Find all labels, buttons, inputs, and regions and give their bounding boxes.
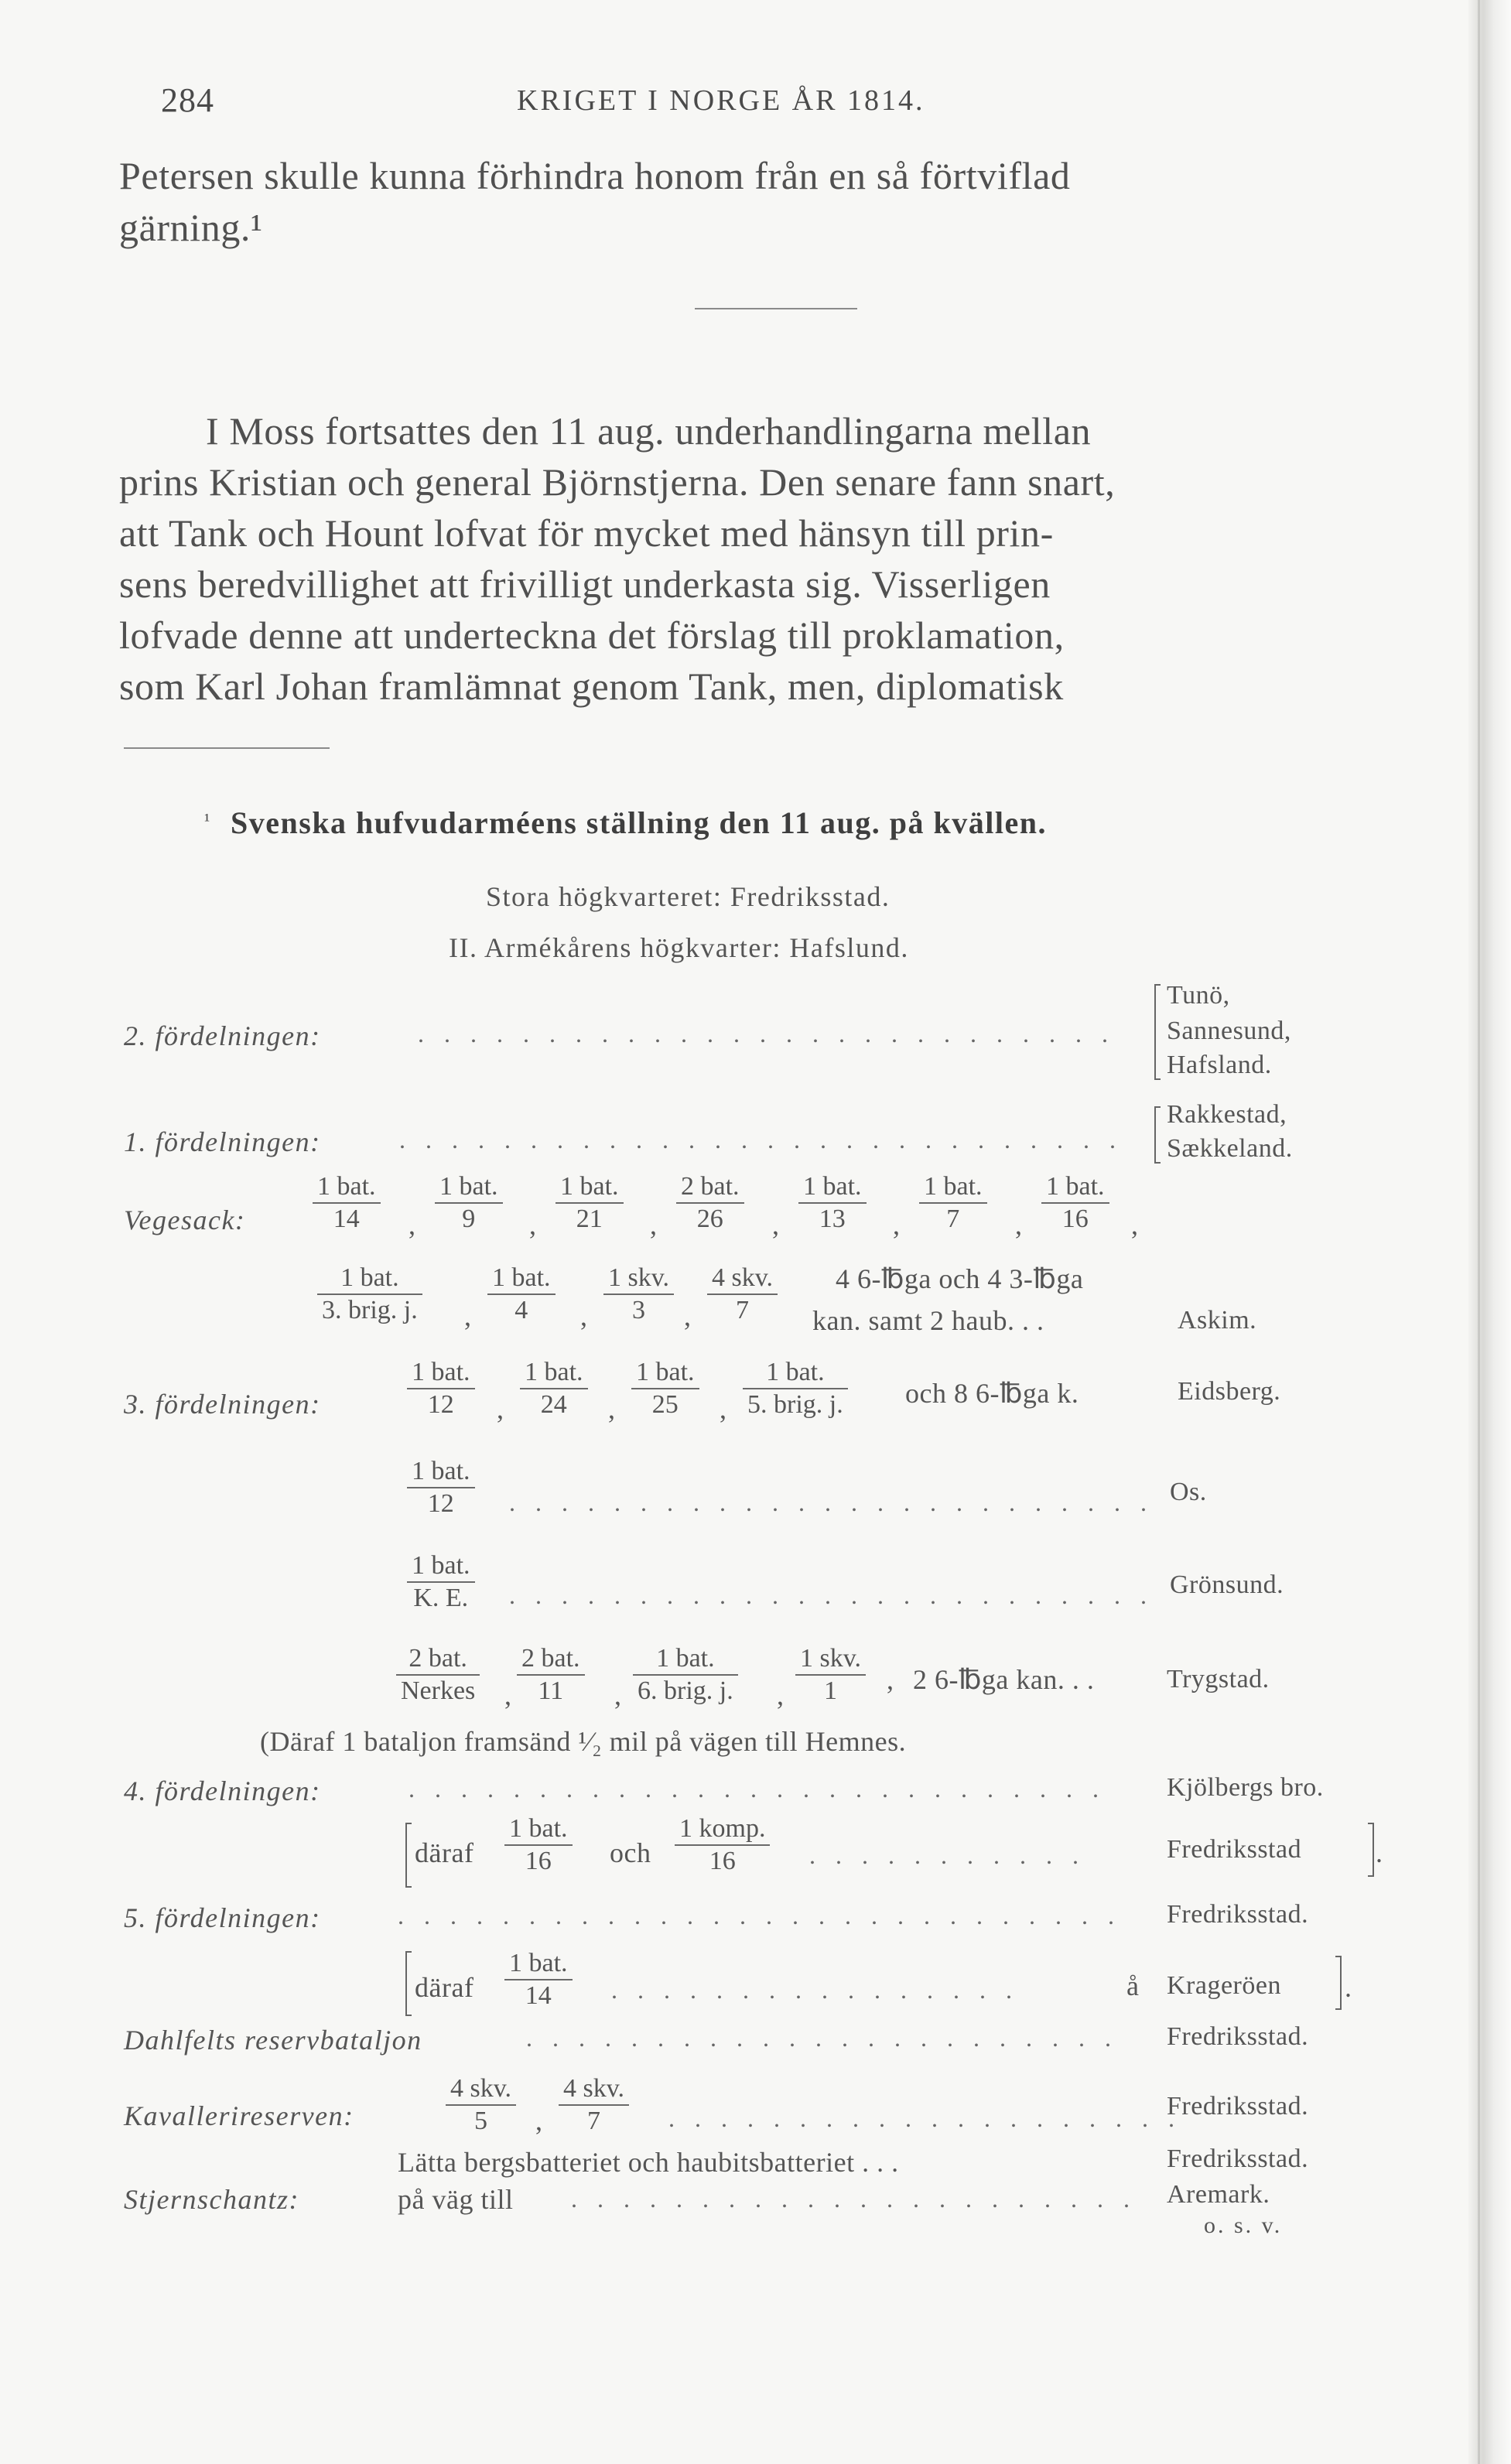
footnote-rule — [124, 747, 330, 749]
place: Askim. — [1178, 1306, 1257, 1335]
unit-fraction: 1 bat. 14 — [504, 1948, 573, 2011]
separator: , — [772, 1209, 780, 1240]
preposition: å — [1126, 1970, 1140, 2001]
unit-fraction: 2 bat. Nerkes — [396, 1643, 480, 1707]
leader-dots: . . . . . . . . . . . . . . . . . . . . — [668, 2104, 1181, 2132]
punctuation: . — [1345, 1972, 1352, 2003]
artillery-note: kan. samt 2 haub. . . — [812, 1305, 1044, 1336]
footnote-marker: ¹ — [204, 811, 210, 831]
separator: , — [608, 1393, 616, 1424]
unit-fraction: 1 bat. 4 — [487, 1263, 556, 1326]
dahlfelt-label: Dahlfelts reservbataljon — [124, 2025, 422, 2056]
place: Tunö, — [1167, 981, 1230, 1010]
leader-dots: . . . . . . . . . . . . . . . . . . . . . . . . . — [509, 1581, 1154, 1609]
unit-fraction: 1 bat. 5. brig. j. — [743, 1357, 848, 1420]
body-line: prins Kristian och general Björnstjerna. Den senare fann snart, — [119, 460, 1116, 504]
page-number: 284 — [161, 81, 214, 119]
unit-fraction: 1 skv. 3 — [603, 1263, 674, 1326]
brace — [1154, 1106, 1161, 1164]
place: Sannesund, — [1167, 1017, 1291, 1045]
leader-dots: . . . . . . . . . . . — [809, 1841, 1085, 1869]
unit-fraction: 4 skv. 7 — [559, 2073, 629, 2137]
running-title: KRIGET I NORGE ÅR 1814. — [517, 84, 925, 117]
unit-fraction: 1 bat. 12 — [407, 1456, 475, 1519]
place: Fredriksstad. — [1167, 2022, 1309, 2051]
unit-fraction: 1 bat. 21 — [556, 1171, 624, 1235]
punctuation: . — [1376, 1837, 1383, 1868]
ending: o. s. v. — [1204, 2213, 1283, 2238]
unit-fraction: 1 bat. 24 — [520, 1357, 588, 1420]
latta-text: Lätta bergsbatteriet och haubitsbatteriet . . . — [398, 2147, 899, 2178]
separator: , — [580, 1300, 588, 1331]
place: Aremark. — [1167, 2180, 1270, 2209]
place: Fredriksstad. — [1167, 2144, 1309, 2173]
leader-dots: . . . . . . . . . . . . . . . . . . . . . . . . . . . — [418, 1020, 1115, 1047]
brace — [405, 1823, 412, 1888]
place: Eidsberg. — [1178, 1377, 1281, 1406]
body-line: Petersen skulle kunna förhindra honom från en så förtviflad — [119, 154, 1071, 197]
place: Fredriksstad. — [1167, 2092, 1309, 2121]
div4-label: 4. fördelningen: — [124, 1775, 321, 1806]
separator: , — [535, 2105, 543, 2136]
daraf-label: däraf — [415, 1972, 474, 2003]
body-line: sens beredvillighet att frivilligt underkasta sig. Visserligen — [119, 562, 1051, 606]
separator: , — [409, 1209, 416, 1240]
unit-fraction: 2 bat. 11 — [517, 1643, 585, 1707]
place: Krageröen — [1167, 1971, 1281, 2000]
separator: , — [720, 1393, 727, 1424]
unit-fraction: 1 bat. 16 — [504, 1813, 573, 1877]
unit-fraction: 1 skv. 1 — [795, 1643, 866, 1707]
stjernschantz-label: Stjernschantz: — [124, 2184, 299, 2215]
div1-label: 1. fördelningen: — [124, 1126, 321, 1157]
div3-label: 3. fördelningen: — [124, 1389, 321, 1420]
div5-label: 5. fördelningen: — [124, 1902, 321, 1933]
leader-dots: . . . . . . . . . . . . . . . . . . . . . . . . . . . . — [399, 1126, 1123, 1153]
vegesack-label: Vegesack: — [124, 1205, 246, 1235]
stjernschantz-text: på väg till — [398, 2184, 514, 2215]
place: Os. — [1170, 1478, 1207, 1506]
separator: , — [893, 1209, 901, 1240]
unit-fraction: 1 bat. 3. brig. j. — [317, 1263, 422, 1326]
unit-fraction: 4 skv. 5 — [446, 2073, 516, 2137]
section-divider — [695, 308, 857, 309]
brace — [1335, 1956, 1342, 2010]
separator: , — [1015, 1209, 1023, 1240]
brace — [1154, 984, 1161, 1080]
separator: , — [887, 1664, 894, 1695]
separator: , — [614, 1680, 622, 1710]
hq-main: Stora högkvarteret: Fredriksstad. — [486, 881, 891, 912]
leader-dots: . . . . . . . . . . . . . . . . . . . . . . . . . — [509, 1488, 1154, 1516]
place: Hafsland. — [1167, 1051, 1272, 1079]
div2-label: 2. fördelningen: — [124, 1020, 321, 1051]
kavalleri-label: Kavallerireserven: — [124, 2100, 354, 2131]
separator: , — [529, 1209, 537, 1240]
artillery-note: och 8 6-℔ga k. — [905, 1378, 1079, 1409]
unit-fraction: 2 bat. 26 — [676, 1171, 744, 1235]
separator: , — [464, 1300, 472, 1331]
place: Grönsund. — [1170, 1570, 1284, 1599]
place: Fredriksstad — [1167, 1835, 1302, 1864]
separator: , — [650, 1209, 658, 1240]
page-edge — [1468, 0, 1511, 2464]
hemnes-note: (Däraf 1 bataljon framsänd ¹⁄₂ mil på vägen till Hemnes. — [260, 1726, 907, 1757]
body-line: I Moss fortsattes den 11 aug. underhandlingarna mellan — [206, 409, 1092, 453]
separator: , — [504, 1680, 512, 1710]
artillery-note: 2 6-℔ga kan. . . — [913, 1664, 1095, 1695]
separator: , — [777, 1680, 785, 1710]
artillery-note: 4 6-℔ga och 4 3-℔ga — [836, 1263, 1084, 1294]
body-line: lofvade denne att underteckna det förslag till proklamation, — [119, 613, 1065, 657]
hq-corps: II. Armékårens högkvarter: Hafslund. — [449, 932, 909, 963]
leader-dots: . . . . . . . . . . . . . . . . — [611, 1976, 1019, 2004]
separator: , — [684, 1300, 692, 1331]
binding-line — [1478, 0, 1480, 2464]
conjunction: och — [610, 1837, 651, 1868]
unit-fraction: 1 komp. 16 — [675, 1813, 770, 1877]
unit-fraction: 1 bat. 9 — [435, 1171, 503, 1235]
unit-fraction: 1 bat. 13 — [798, 1171, 867, 1235]
unit-fraction: 1 bat. 6. brig. j. — [633, 1643, 738, 1707]
body-line: att Tank och Hount lofvat för mycket med hänsyn till prin- — [119, 511, 1054, 555]
body-line: som Karl Johan framlämnat genom Tank, men, diplomatisk — [119, 665, 1064, 708]
leader-dots: . . . . . . . . . . . . . . . . . . . . . . . . . . . . — [398, 1902, 1121, 1929]
unit-fraction: 1 bat. 25 — [631, 1357, 699, 1420]
place: Sækkeland. — [1167, 1134, 1293, 1163]
place: Fredriksstad. — [1167, 1900, 1309, 1929]
unit-fraction: 1 bat. 12 — [407, 1357, 475, 1420]
unit-fraction: 4 skv. 7 — [707, 1263, 778, 1326]
unit-fraction: 1 bat. K. E. — [407, 1550, 475, 1614]
daraf-label: däraf — [415, 1837, 474, 1868]
brace — [1368, 1823, 1374, 1877]
unit-fraction: 1 bat. 7 — [919, 1171, 987, 1235]
place: Rakkestad, — [1167, 1100, 1287, 1129]
unit-fraction: 1 bat. 14 — [313, 1171, 381, 1235]
separator: , — [497, 1393, 504, 1424]
footnote-title: Svenska hufvudarméens ställning den 11 aug. på kvällen. — [231, 805, 1047, 840]
unit-fraction: 1 bat. 16 — [1041, 1171, 1109, 1235]
place: Trygstad. — [1167, 1665, 1270, 1693]
leader-dots: . . . . . . . . . . . . . . . . . . . . . . — [571, 2185, 1137, 2213]
separator: , — [1131, 1209, 1139, 1240]
leader-dots: . . . . . . . . . . . . . . . . . . . . . . . . . . . — [409, 1775, 1106, 1803]
body-line: gärning.¹ — [119, 206, 263, 249]
brace — [405, 1951, 412, 2016]
place: Kjölbergs bro. — [1167, 1773, 1324, 1802]
leader-dots: . . . . . . . . . . . . . . . . . . . . . . . — [526, 2024, 1118, 2052]
